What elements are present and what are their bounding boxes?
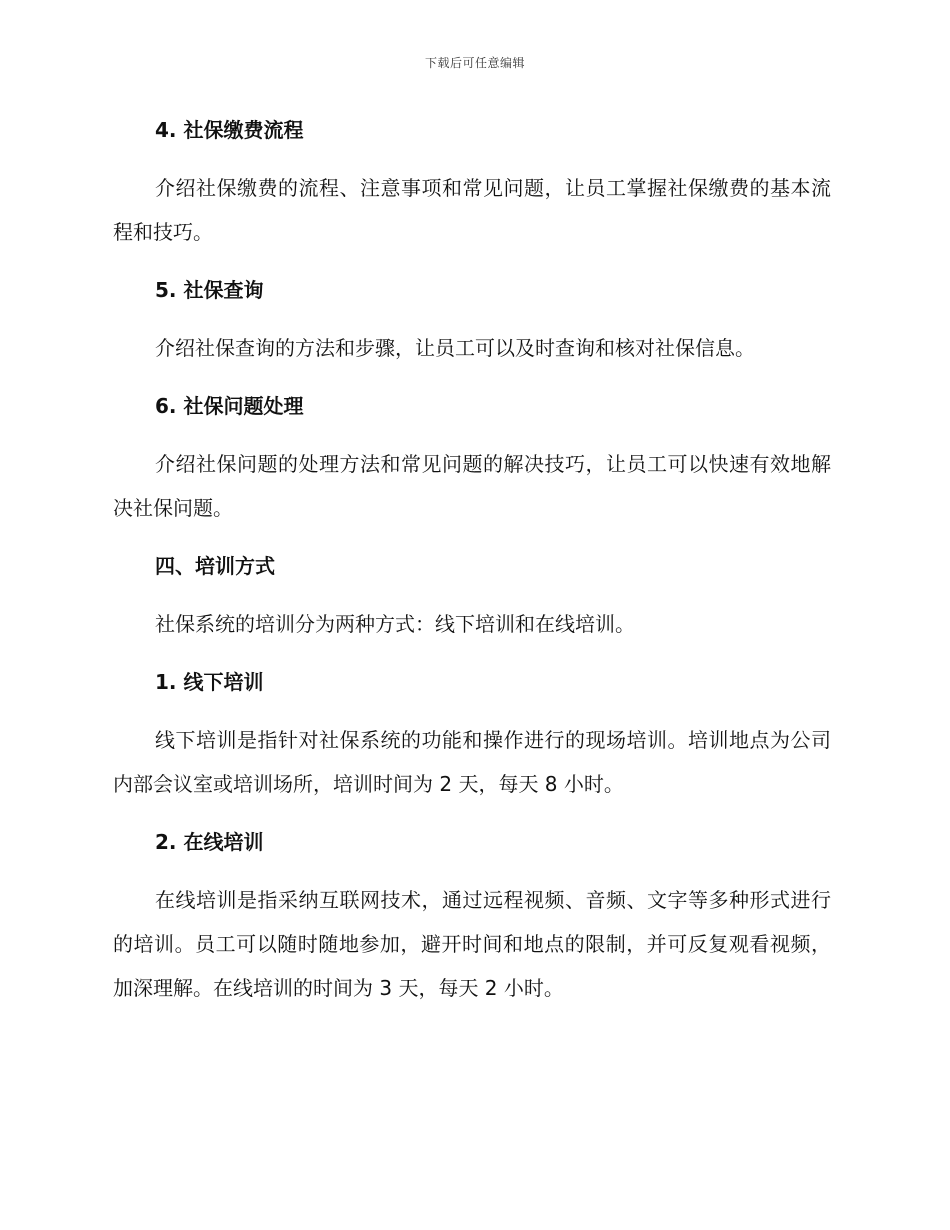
- section-heading-online-training: 2. 在线培训: [155, 830, 264, 854]
- page-header-note: 下载后可任意编辑: [424, 56, 525, 70]
- section-heading-problem-handling: 6. 社保问题处理: [155, 394, 304, 418]
- paragraph-problem-handling: 介绍社保问题的处理方法和常见问题的解决技巧，让员工可以快速有效地解决社保问题。: [113, 452, 831, 520]
- paragraph-offline-training: 线下培训是指针对社保系统的功能和操作进行的现场培训。培训地点为公司内部会议室或培训场所，培训时间为 2 天，每天 8 小时。: [113, 728, 831, 796]
- document-body: [113, 108, 831, 1010]
- paragraph-payment-process: 介绍社保缴费的流程、注意事项和常见问题，让员工掌握社保缴费的基本流程和技巧。: [113, 176, 831, 244]
- paragraph-online-training: 在线培训是指采纳互联网技术，通过远程视频、音频、文字等多种形式进行的培训。员工可以随时随地参加，避开时间和地点的限制，并可反复观看视频，加深理解。在线培训的时间为 3 天，每天 2 小时。: [113, 888, 831, 1000]
- paragraph-query: 介绍社保查询的方法和步骤，让员工可以及时查询和核对社保信息。: [155, 336, 755, 360]
- section-heading-training-methods: 四、培训方式: [155, 554, 275, 578]
- section-heading-payment-process: 4. 社保缴费流程: [155, 118, 304, 142]
- section-heading-query: 5. 社保查询: [155, 278, 264, 302]
- paragraph-training-methods: 社保系统的培训分为两种方式：线下培训和在线培训。: [155, 612, 635, 636]
- section-heading-offline-training: 1. 线下培训: [155, 670, 264, 694]
